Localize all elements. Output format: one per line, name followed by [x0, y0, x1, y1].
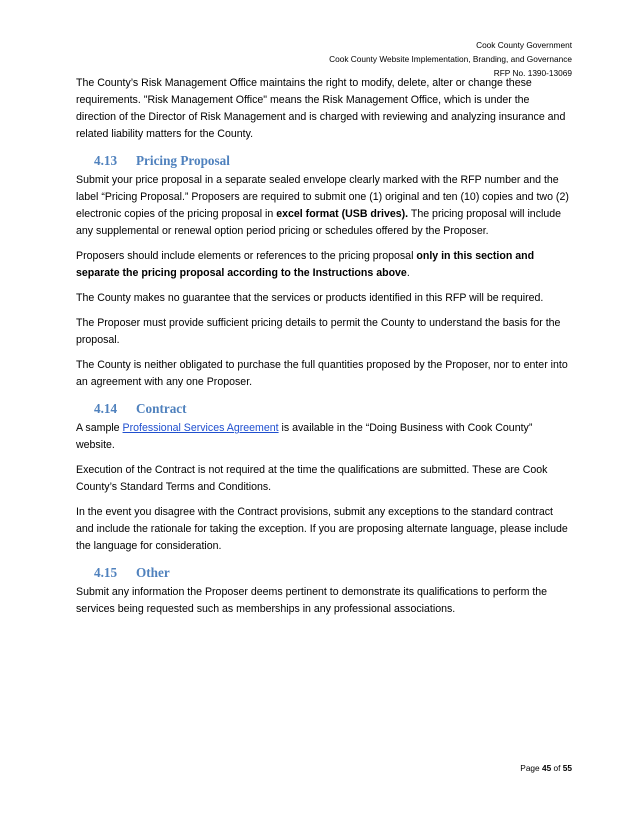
- section-heading-4-13: [94, 151, 570, 171]
- pricing-paragraph-4: The Proposer must provide sufficient pricing details to permit the County to understand the basis for the proposal.: [76, 317, 561, 346]
- text-run: .: [406, 267, 410, 279]
- page-footer: [520, 763, 572, 773]
- text-run: Submit your price proposal in a separate sealed envelope clearly marked with the RFP number and the label “Pricing Proposal.” Proposers are required to submit one (1) original and ten (10) copies and two (2) electronic copies of the pricing proposal in: [76, 174, 569, 220]
- pricing-paragraph-5: The County is neither obligated to purchase the full quantities proposed by the Proposer, nor to enter into an agreement with any one Proposer.: [76, 359, 568, 388]
- pricing-paragraph-1: [76, 172, 570, 240]
- section-number: 4.13: [94, 153, 118, 168]
- section-number: 4.14: [94, 401, 118, 416]
- other-paragraph-1: Submit any information the Proposer deems pertinent to demonstrate its qualifications to perform the services being requested such as memberships in any professional associations.: [76, 586, 548, 615]
- section-heading-4-14: [94, 399, 570, 419]
- bold-text-run: only in this section and separate the pricing proposal according to the Instructions above: [76, 250, 535, 279]
- header-rfp-number: RFP No. 1390-13069: [493, 68, 572, 78]
- pricing-paragraph-3: The County makes no guarantee that the services or products identified in this RFP will be required.: [76, 292, 544, 304]
- header-project-title: Cook County Website Implementation, Branding, and Governance: [329, 54, 572, 64]
- section-title: Contract: [136, 401, 187, 416]
- section-title: Pricing Proposal: [136, 153, 230, 168]
- bold-text-run: excel format (USB drives).: [276, 208, 409, 220]
- professional-services-agreement-link[interactable]: Professional Services Agreement: [122, 422, 279, 434]
- page-total-number: 55: [562, 763, 572, 773]
- intro-paragraph: The County’s Risk Management Office maintains the right to modify, delete, alter or change these requirements. "Risk Management Office" means the Risk Management Office, which is under the direction of the Director of Risk Management and is charged with reviewing and analyzing insurance and related liability matters for the County.: [76, 77, 566, 140]
- text-run: The pricing proposal will include any supplemental or renewal option period pricing or schedules offered by the Proposer.: [76, 208, 562, 237]
- pricing-paragraph-2: [76, 248, 570, 282]
- contract-paragraph-3: In the event you disagree with the Contract provisions, submit any exceptions to the standard contract and include the rationale for taking the exception. If you are proposing alternate language, please include the language for consideration.: [76, 506, 568, 552]
- text-run: is available in the “Doing Business with Cook County” website.: [76, 422, 533, 451]
- header-organization: Cook County Government: [476, 40, 572, 50]
- page-label: Page: [520, 763, 540, 773]
- text-run: Proposers should include elements or references to the pricing proposal: [76, 250, 417, 262]
- page-header: [329, 38, 572, 80]
- page-current-number: 45: [541, 763, 552, 773]
- document-body: [76, 75, 570, 626]
- section-number: 4.15: [94, 565, 118, 580]
- section-title: Other: [136, 565, 170, 580]
- contract-paragraph-1: [76, 420, 570, 454]
- text-run: A sample: [76, 422, 123, 434]
- of-label: of: [553, 763, 561, 773]
- contract-paragraph-2: Execution of the Contract is not required at the time the qualifications are submitted. These are Cook County’s Standard Terms and Conditions.: [76, 464, 548, 493]
- section-heading-4-15: [94, 563, 570, 583]
